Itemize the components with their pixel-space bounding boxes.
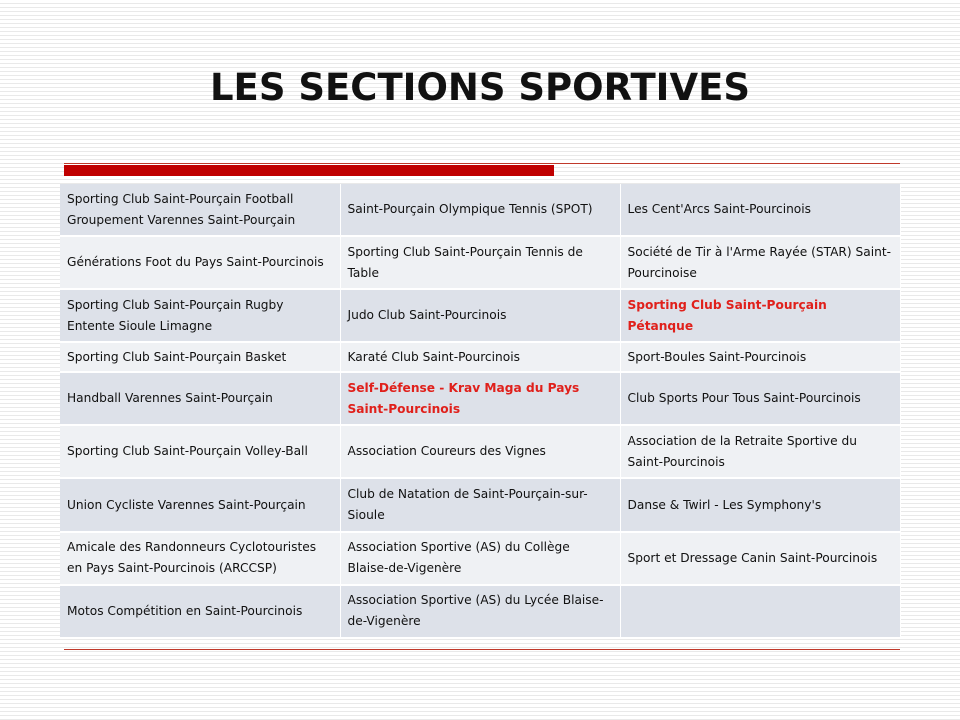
table-row — [60, 236, 900, 289]
bottom-rule — [64, 649, 900, 650]
table-row — [60, 425, 900, 478]
table-row — [60, 372, 900, 425]
table-row — [60, 184, 900, 236]
table-row — [60, 585, 900, 638]
page-title: LES SECTIONS SPORTIVES — [209, 66, 751, 109]
table-cell: Saint-Pourçain Olympique Tennis (SPOT) — [340, 184, 620, 236]
table-cell: Handball Varennes Saint-Pourçain — [60, 372, 340, 425]
table-cell: Judo Club Saint-Pourcinois — [340, 289, 620, 342]
table-cell: Sporting Club Saint-Pourçain Football Groupement Varennes Saint-Pourçain — [60, 184, 340, 236]
table-cell: Association de la Retraite Sportive du Saint-Pourcinois — [620, 425, 900, 478]
table-cell: Self-Défense - Krav Maga du Pays Saint-Pourcinois — [340, 372, 620, 425]
table-cell: Sporting Club Saint-Pourçain Basket — [60, 342, 340, 372]
table-cell: Sport-Boules Saint-Pourcinois — [620, 342, 900, 372]
table-cell: Sporting Club Saint-Pourçain Rugby Entente Sioule Limagne — [60, 289, 340, 342]
table-cell: Association Sportive (AS) du Lycée Blaise-de-Vigenère — [340, 585, 620, 638]
table-row — [60, 289, 900, 342]
table-cell: Sporting Club Saint-Pourçain Tennis de Table — [340, 236, 620, 289]
sections-table-body — [60, 184, 900, 638]
table-cell: Motos Compétition en Saint-Pourcinois — [60, 585, 340, 638]
table-row — [60, 478, 900, 531]
table-cell: Sport et Dressage Canin Saint-Pourcinois — [620, 532, 900, 585]
table-cell: Sporting Club Saint-Pourçain Pétanque — [620, 289, 900, 342]
table-cell: Amicale des Randonneurs Cyclotouristes en Pays Saint-Pourcinois (ARCCSP) — [60, 532, 340, 585]
table-cell: Club Sports Pour Tous Saint-Pourcinois — [620, 372, 900, 425]
table-cell: Karaté Club Saint-Pourcinois — [340, 342, 620, 372]
table-cell: Les Cent'Arcs Saint-Pourcinois — [620, 184, 900, 236]
table-cell — [620, 585, 900, 638]
table-row — [60, 342, 900, 372]
title-underline — [64, 163, 900, 164]
table-cell: Association Sportive (AS) du Collège Blaise-de-Vigenère — [340, 532, 620, 585]
table-cell: Club de Natation de Saint-Pourçain-sur-Sioule — [340, 478, 620, 531]
table-cell: Union Cycliste Varennes Saint-Pourçain — [60, 478, 340, 531]
table-cell: Association Coureurs des Vignes — [340, 425, 620, 478]
table-cell: Sporting Club Saint-Pourçain Volley-Ball — [60, 425, 340, 478]
table-cell: Danse & Twirl - Les Symphony's — [620, 478, 900, 531]
sections-table — [60, 184, 901, 639]
table-cell: Société de Tir à l'Arme Rayée (STAR) Saint-Pourcinoise — [620, 236, 900, 289]
title-accent-bar — [64, 165, 554, 176]
table-cell: Générations Foot du Pays Saint-Pourcinois — [60, 236, 340, 289]
table-row — [60, 532, 900, 585]
